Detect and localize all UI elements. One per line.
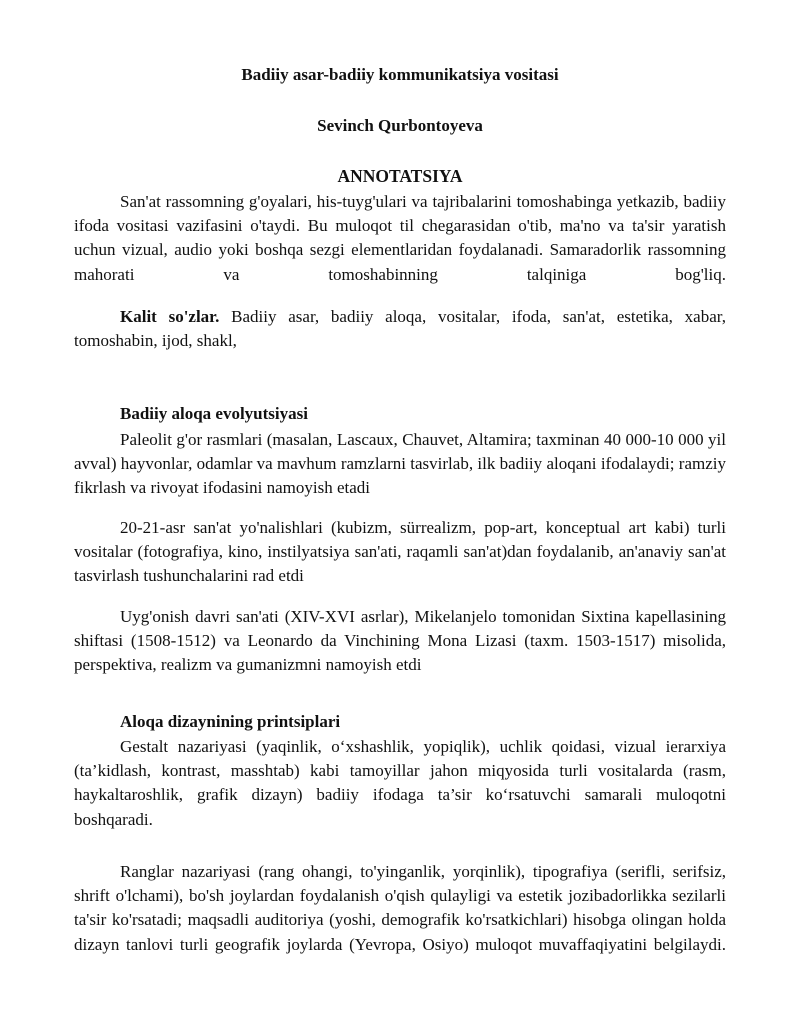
keywords-label: Kalit so'zlar.: [120, 307, 220, 326]
section1-paragraph-1: [74, 428, 726, 501]
section1-p2-text: 20-21-asr san'at yo'nalishlari (kubizm, sürrealizm, pop-art, konceptual art kabi) turli vositalar (fotografiya, kino, instilyatsiya san'ati, raqamli san'at)dan foydalanib, an'anaviy san'at tasvirlash tushunchalarini rad etdi: [74, 518, 726, 586]
annotation-text: San'at rassomning g'oyalari, his-tuyg'ulari va tajribalarini tomoshabinga yetkazib, badiiy ifoda vositasi vazifasini o'taydi. Bu muloqot til chegarasidan o'tib, ma'no va ta'sir yaratish uchun vizual, audio yoki boshqa sezgi elementlaridan foydalanadi. Samaradorlik rassomning mahorati va tomoshabinning talqiniga bog'liq.: [74, 192, 726, 284]
author-name: Sevinch Qurbontoyeva: [317, 116, 483, 135]
section1-paragraph-3: [74, 605, 726, 678]
keywords-paragraph: [74, 305, 726, 353]
section2-paragraph-1: [74, 735, 726, 832]
section2-p1-text: Gestalt nazariyasi (yaqinlik, o‘xshashlik, yopiqlik), uchlik qoidasi, vizual ierarxiya (ta’kidlash, kontrast, masshtab) kabi tamoyillar jahon miqyosida turli vositalarda (rasm, haykaltaroshlik, grafik dizayn) badiiy ifodaga ta’sir ko‘rsatuvchi samarali muloqotni boshqaradi.: [74, 737, 726, 829]
section-heading-design-principles: Aloqa dizaynining printsiplari: [120, 712, 341, 731]
annotation-heading: ANNOTATSIYA: [337, 166, 463, 186]
section-heading-evolution: Badiiy aloqa evolyutsiyasi: [120, 404, 308, 423]
section2-paragraph-2: [74, 860, 726, 957]
keywords-text: Badiiy asar, badiiy aloqa, vositalar, ifoda, san'at, estetika, xabar, tomoshabin, ijod, shakl,: [74, 307, 726, 351]
document-title: Badiiy asar-badiiy kommunikatsiya vositasi: [241, 65, 559, 84]
annotation-paragraph: [74, 190, 726, 287]
section2-p2-text: Ranglar nazariyasi (rang ohangi, to'yinganlik, yorqinlik), tipografiya (serifli, serifsiz, shrift o'lchami), bo'sh joylardan foydalanish o'qish qulayligi va estetik jozibadorlikka sezilarli ta'sir ko'rsatadi; maqsadli auditoriya (yoshi, demografik ko'rsatkichlari) hisobga olingan holda dizayn tanlovi turli geografik joylarda (Yevropa, Osiyo) muloqot muvaffaqiyatini belgilaydi.: [74, 862, 726, 954]
section1-paragraph-2: [74, 516, 726, 589]
section1-p3-text: Uyg'onish davri san'ati (XIV-XVI asrlar), Mikelanjelo tomonidan Sixtina kapellasining shiftasi (1508-1512) va Leonardo da Vinchining Mona Lizasi (taxm. 1503-1517) misolida, perspektiva, realizm va gumanizmni namoyish etdi: [74, 607, 726, 675]
section1-p1-text: Paleolit g'or rasmlari (masalan, Lascaux, Chauvet, Altamira; taxminan 40 000-10 000 yil avval) hayvonlar, odamlar va mavhum ramzlarni tasvirlab, ilk badiiy aloqani ifodalaydi; ramziy fikrlash va rivoyat ifodasini namoyish etadi: [74, 430, 726, 498]
